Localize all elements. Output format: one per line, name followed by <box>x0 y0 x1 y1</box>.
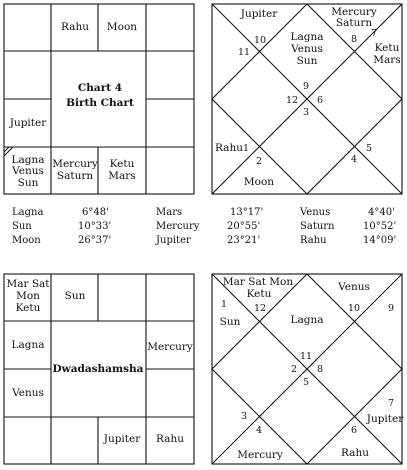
pos-degree: 20°55' <box>227 221 261 232</box>
c4n-house-num: 6 <box>316 95 324 106</box>
c4n-mars: Mars <box>373 54 401 66</box>
pos-planet: Moon <box>12 235 41 246</box>
d12s-ketu: Ketu <box>15 302 41 314</box>
pos-degree: 10°33' <box>78 221 112 232</box>
d12n-rahu: Rahu <box>341 447 369 459</box>
pos-planet: Mercury <box>156 221 200 232</box>
d12n-house-num: 6 <box>350 425 358 436</box>
c4n-venus: Venus <box>291 43 323 55</box>
c4s-sun: Sun <box>17 177 39 189</box>
pos-planet: Jupiter <box>156 235 191 246</box>
d12n-house-num: 4 <box>255 425 263 436</box>
c4n-mercury: Mercury <box>331 6 377 18</box>
c4n-lagna: Lagna <box>290 31 324 43</box>
c4n-rahu: Rahu <box>215 142 243 154</box>
d12n-house-num: 8 <box>316 364 324 375</box>
d12s-mercury: Mercury <box>147 341 193 353</box>
c4s-mercury: Mercury <box>52 158 98 170</box>
c4n-moon: Moon <box>243 176 275 188</box>
pos-degree: 4°40' <box>368 207 395 218</box>
d12n-house-num: 3 <box>240 411 248 422</box>
d12n-house-num: 1 <box>220 299 228 310</box>
c4n-house-num: 10 <box>253 35 267 46</box>
pos-degree: 6°48' <box>82 207 109 218</box>
c4s-jupiter: Jupiter <box>9 117 47 129</box>
c4s-rahu: Rahu <box>61 21 89 33</box>
c4n-house-num: 12 <box>285 95 299 106</box>
d12n-ketu: Ketu <box>246 288 272 300</box>
c4n-house-num: 5 <box>365 143 373 154</box>
d12-title: Dwadashamsha <box>52 363 144 375</box>
d12n-jupiter: Jupiter <box>366 413 404 425</box>
d12s-rahu: Rahu <box>156 433 184 445</box>
c4s-mars: Mars <box>108 170 136 182</box>
pos-degree: 26°37' <box>78 235 112 246</box>
d12n-house-num: 7 <box>387 398 395 409</box>
c4s-saturn: Saturn <box>56 170 94 182</box>
c4-title-2: Birth Chart <box>66 97 134 109</box>
d12n-sun: Sun <box>219 316 241 328</box>
d12n-house-num: 11 <box>299 351 313 362</box>
pos-planet: Sun <box>12 221 32 232</box>
c4s-moon: Moon <box>106 21 138 33</box>
d12n-mar-sat-mon: Mar Sat Mon <box>222 276 294 288</box>
d12s-sun: Sun <box>64 290 86 302</box>
pos-degree: 14°09' <box>363 235 397 246</box>
c4s-lagna: Lagna <box>11 154 45 166</box>
c4n-house-num: 3 <box>302 107 310 118</box>
c4n-house-num: 8 <box>350 34 358 45</box>
d12n-lagna: Lagna <box>290 314 324 326</box>
d12s-lagna: Lagna <box>11 339 45 351</box>
d12s-venus: Venus <box>12 387 44 399</box>
c4n-jupiter: Jupiter <box>240 8 278 20</box>
pos-planet: Lagna <box>12 207 44 218</box>
c4s-ketu: Ketu <box>109 158 135 170</box>
d12n-venus: Venus <box>338 281 370 293</box>
d12s-jupiter: Jupiter <box>103 433 141 445</box>
d12n-house-num: 5 <box>302 377 310 388</box>
pos-planet: Mars <box>156 207 183 218</box>
d12n-house-num: 2 <box>290 364 298 375</box>
d12n-house-num: 9 <box>387 303 395 314</box>
pos-degree: 13°17' <box>230 207 264 218</box>
c4-title-1: Chart 4 <box>77 82 123 94</box>
c4n-ketu: Ketu <box>374 42 400 54</box>
c4n-house-num: 9 <box>302 81 310 92</box>
c4s-venus: Venus <box>12 165 44 177</box>
pos-degree: 10°52' <box>363 221 397 232</box>
c4n-house-num: 4 <box>350 154 358 165</box>
pos-planet: Rahu <box>300 235 327 246</box>
c4n-sun: Sun <box>296 55 318 67</box>
pos-planet: Saturn <box>300 221 335 232</box>
pos-planet: Venus <box>300 207 331 218</box>
c4n-house-num: 2 <box>255 156 263 167</box>
d12n-mercury: Mercury <box>237 449 283 461</box>
d12n-house-num: 12 <box>253 303 267 314</box>
d12s-mar-sat: Mar Sat <box>6 278 50 290</box>
pos-degree: 23°21' <box>227 235 261 246</box>
d12s-mon: Mon <box>16 290 40 302</box>
c4n-saturn: Saturn <box>335 17 373 29</box>
c4n-house-num: 11 <box>237 47 251 58</box>
d12n-house-num: 10 <box>347 303 361 314</box>
c4n-house-num: 1 <box>242 143 250 154</box>
c4n-house-num: 7 <box>370 28 378 39</box>
